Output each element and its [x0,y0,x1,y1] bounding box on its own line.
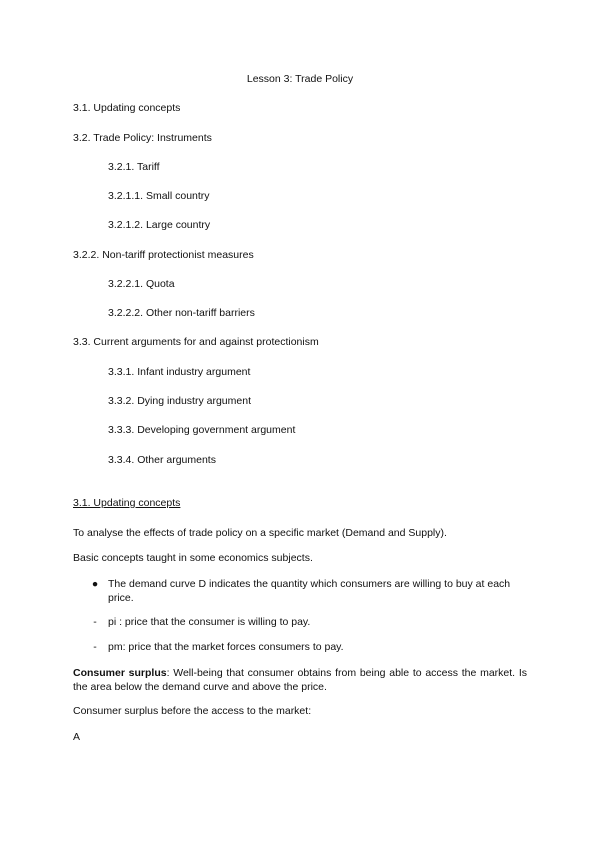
toc-item-3-2-2-2: 3.2.2.2. Other non-tariff barriers [108,307,255,319]
figure-label-a: A [73,731,81,743]
dash-marker: - [93,641,97,653]
toc-item-3-2-2: 3.2.2. Non-tariff protectionist measures [73,249,254,261]
consumer-surplus-definition [73,666,527,694]
bullet-dot: ● [91,578,99,590]
toc-item-3-3-4: 3.3.4. Other arguments [108,454,216,466]
toc-item-3-2-2-1: 3.2.2.1. Quota [108,278,175,290]
toc-item-3-3-3: 3.3.3. Developing government argument [108,424,296,436]
surplus-before-paragraph: Consumer surplus before the access to the market: [73,705,312,717]
toc-item-3-2-1: 3.2.1. Tariff [108,161,160,173]
consumer-surplus-text: : Well-being that consumer obtains from being able to access the market. Is the area below the demand curve and above the price. [73,667,527,693]
toc-item-3-2: 3.2. Trade Policy: Instruments [73,132,212,144]
toc-item-3-3-2: 3.3.2. Dying industry argument [108,395,251,407]
dash-item-pi: pi : price that the consumer is willing to pay. [108,616,311,628]
toc-item-3-2-1-1: 3.2.1.1. Small country [108,190,210,202]
consumer-surplus-term: Consumer surplus [73,667,167,679]
dash-item-pm: pm: price that the market forces consumers to pay. [108,641,344,653]
section-heading: 3.1. Updating concepts [73,497,181,509]
bullet-demand-curve: The demand curve D indicates the quantity which consumers are willing to buy at each price. [108,578,511,604]
dash-marker: - [93,616,97,628]
page-title: Lesson 3: Trade Policy [246,73,354,85]
basic-concepts-paragraph: Basic concepts taught in some economics subjects. [73,552,313,564]
intro-paragraph: To analyse the effects of trade policy on a specific market (Demand and Supply). [73,527,447,539]
toc-item-3-1: 3.1. Updating concepts [73,102,181,114]
toc-item-3-3-1: 3.3.1. Infant industry argument [108,366,251,378]
toc-item-3-2-1-2: 3.2.1.2. Large country [108,219,211,231]
toc-item-3-3: 3.3. Current arguments for and against protectionism [73,336,319,348]
